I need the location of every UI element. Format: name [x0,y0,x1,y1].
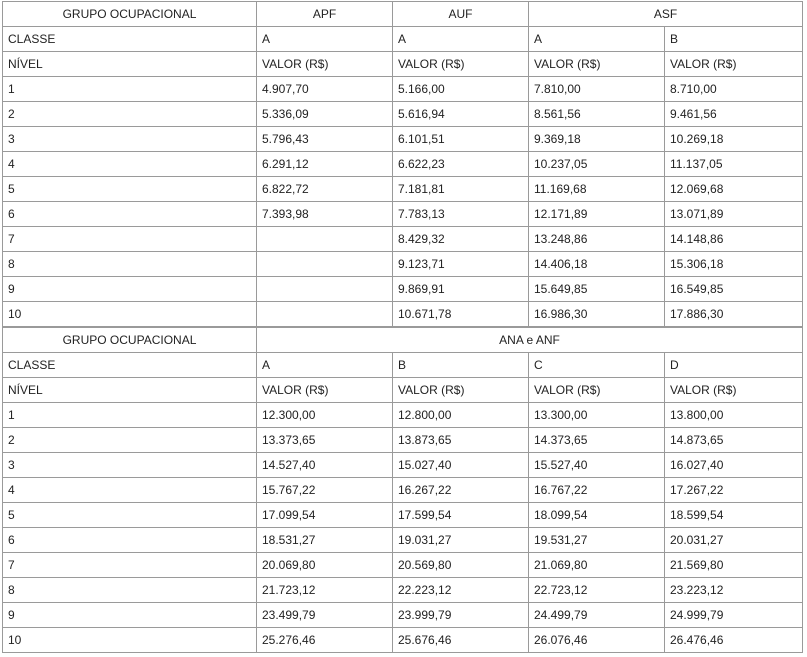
value-cell: 17.886,30 [665,302,803,327]
table-row [3,102,803,127]
value-cell: 14.873,65 [665,428,803,453]
group-apf-cell: APF [257,2,393,27]
table-row [3,277,803,302]
value-cell: 6.822,72 [257,177,393,202]
table-row [3,77,803,102]
table-row [3,152,803,177]
nivel-cell: 3 [3,453,257,478]
value-cell: 16.267,22 [393,478,529,503]
nivel-cell: 4 [3,478,257,503]
value-cell: 17.599,54 [393,503,529,528]
nivel-cell: 9 [3,603,257,628]
group-header-cell: GRUPO OCUPACIONAL [3,2,257,27]
value-cell: 22.223,12 [393,578,529,603]
value-cell [257,277,393,302]
value-cell: 24.499,79 [529,603,665,628]
value-cell: 13.300,00 [529,403,665,428]
value-cell: 9.369,18 [529,127,665,152]
value-header-cell: VALOR (R$) [393,52,529,77]
nivel-cell: 2 [3,428,257,453]
group-header-cell: GRUPO OCUPACIONAL [3,327,257,353]
classe-cell: D [665,353,803,378]
value-cell: 15.306,18 [665,252,803,277]
value-cell [257,227,393,252]
classe-row [3,27,803,52]
value-cell: 13.873,65 [393,428,529,453]
value-header-cell: VALOR (R$) [529,378,665,403]
nivel-cell: 8 [3,252,257,277]
value-cell: 7.783,13 [393,202,529,227]
nivel-cell: 1 [3,77,257,102]
nivel-cell: 9 [3,277,257,302]
nivel-cell: 10 [3,302,257,327]
value-cell: 20.069,80 [257,553,393,578]
value-cell: 15.027,40 [393,453,529,478]
value-header-cell: VALOR (R$) [529,52,665,77]
nivel-cell: 7 [3,227,257,252]
value-cell: 18.531,27 [257,528,393,553]
value-cell: 5.616,94 [393,102,529,127]
value-cell: 12.800,00 [393,403,529,428]
value-cell: 10.671,78 [393,302,529,327]
value-cell: 13.248,86 [529,227,665,252]
value-cell: 8.429,32 [393,227,529,252]
value-cell: 15.767,22 [257,478,393,503]
nivel-header-row [3,378,803,403]
value-cell: 14.527,40 [257,453,393,478]
value-cell: 10.237,05 [529,152,665,177]
value-cell: 23.223,12 [665,578,803,603]
group-header-row [3,327,803,353]
value-cell: 8.710,00 [665,77,803,102]
value-cell: 20.569,80 [393,553,529,578]
table-row [3,202,803,227]
nivel-label-cell: NÍVEL [3,52,257,77]
value-cell: 5.336,09 [257,102,393,127]
nivel-cell: 5 [3,177,257,202]
value-cell: 22.723,12 [529,578,665,603]
value-cell: 6.622,23 [393,152,529,177]
value-cell: 17.267,22 [665,478,803,503]
group-ana-anf-cell: ANA e ANF [257,327,803,353]
classe-cell: A [257,27,393,52]
nivel-cell: 5 [3,503,257,528]
value-cell: 7.181,81 [393,177,529,202]
value-cell: 14.148,86 [665,227,803,252]
value-cell: 6.291,12 [257,152,393,177]
value-cell: 11.137,05 [665,152,803,177]
value-cell: 9.869,91 [393,277,529,302]
value-cell: 9.123,71 [393,252,529,277]
table-row [3,177,803,202]
value-cell: 12.069,68 [665,177,803,202]
table1-body [3,2,803,327]
value-header-cell: VALOR (R$) [665,378,803,403]
value-cell: 12.300,00 [257,403,393,428]
value-cell: 11.169,68 [529,177,665,202]
nivel-cell: 7 [3,553,257,578]
value-cell: 16.986,30 [529,302,665,327]
nivel-cell: 6 [3,528,257,553]
value-cell: 16.027,40 [665,453,803,478]
value-cell [257,302,393,327]
value-cell: 21.569,80 [665,553,803,578]
value-cell: 15.649,85 [529,277,665,302]
value-cell: 14.406,18 [529,252,665,277]
value-cell: 21.069,80 [529,553,665,578]
nivel-label-cell: NÍVEL [3,378,257,403]
value-cell: 20.031,27 [665,528,803,553]
value-cell: 7.393,98 [257,202,393,227]
table-row [3,478,803,503]
classe-row [3,353,803,378]
value-cell: 13.071,89 [665,202,803,227]
nivel-cell: 1 [3,403,257,428]
value-header-cell: VALOR (R$) [393,378,529,403]
value-cell: 17.099,54 [257,503,393,528]
classe-cell: A [257,353,393,378]
group-auf-cell: AUF [393,2,529,27]
classe-label-cell: CLASSE [3,27,257,52]
table-row [3,628,803,653]
nivel-header-row [3,52,803,77]
value-header-cell: VALOR (R$) [257,378,393,403]
table-row [3,302,803,327]
table-row [3,553,803,578]
classe-cell: B [393,353,529,378]
value-cell: 23.999,79 [393,603,529,628]
table2-body [3,327,803,653]
value-cell: 9.461,56 [665,102,803,127]
value-cell: 24.999,79 [665,603,803,628]
nivel-cell: 4 [3,152,257,177]
table-row [3,578,803,603]
value-cell: 26.476,46 [665,628,803,653]
classe-cell: C [529,353,665,378]
table-row [3,528,803,553]
classe-cell: A [529,27,665,52]
value-cell: 21.723,12 [257,578,393,603]
value-cell: 19.031,27 [393,528,529,553]
classe-cell: B [665,27,803,52]
group-asf-cell: ASF [529,2,803,27]
nivel-cell: 3 [3,127,257,152]
table-row [3,403,803,428]
salary-table-apf-auf-asf [2,1,803,327]
value-cell: 13.373,65 [257,428,393,453]
salary-table-ana-anf [2,326,803,653]
value-cell: 14.373,65 [529,428,665,453]
value-cell: 7.810,00 [529,77,665,102]
value-cell: 13.800,00 [665,403,803,428]
value-cell: 10.269,18 [665,127,803,152]
table-row [3,127,803,152]
table-row [3,453,803,478]
value-cell: 16.767,22 [529,478,665,503]
table-row [3,603,803,628]
value-cell: 12.171,89 [529,202,665,227]
value-cell: 25.276,46 [257,628,393,653]
value-cell: 26.076,46 [529,628,665,653]
table-row [3,227,803,252]
value-cell: 23.499,79 [257,603,393,628]
table-row [3,428,803,453]
nivel-cell: 10 [3,628,257,653]
nivel-cell: 8 [3,578,257,603]
nivel-cell: 6 [3,202,257,227]
value-cell: 6.101,51 [393,127,529,152]
value-cell [257,252,393,277]
value-cell: 25.676,46 [393,628,529,653]
value-cell: 15.527,40 [529,453,665,478]
value-cell: 18.099,54 [529,503,665,528]
classe-label-cell: CLASSE [3,353,257,378]
value-cell: 8.561,56 [529,102,665,127]
classe-cell: A [393,27,529,52]
nivel-cell: 2 [3,102,257,127]
value-cell: 18.599,54 [665,503,803,528]
group-header-row [3,2,803,27]
value-cell: 19.531,27 [529,528,665,553]
table-row [3,503,803,528]
value-cell: 4.907,70 [257,77,393,102]
value-cell: 5.796,43 [257,127,393,152]
table-row [3,252,803,277]
value-cell: 16.549,85 [665,277,803,302]
value-header-cell: VALOR (R$) [665,52,803,77]
value-cell: 5.166,00 [393,77,529,102]
value-header-cell: VALOR (R$) [257,52,393,77]
salary-tables [2,1,802,653]
